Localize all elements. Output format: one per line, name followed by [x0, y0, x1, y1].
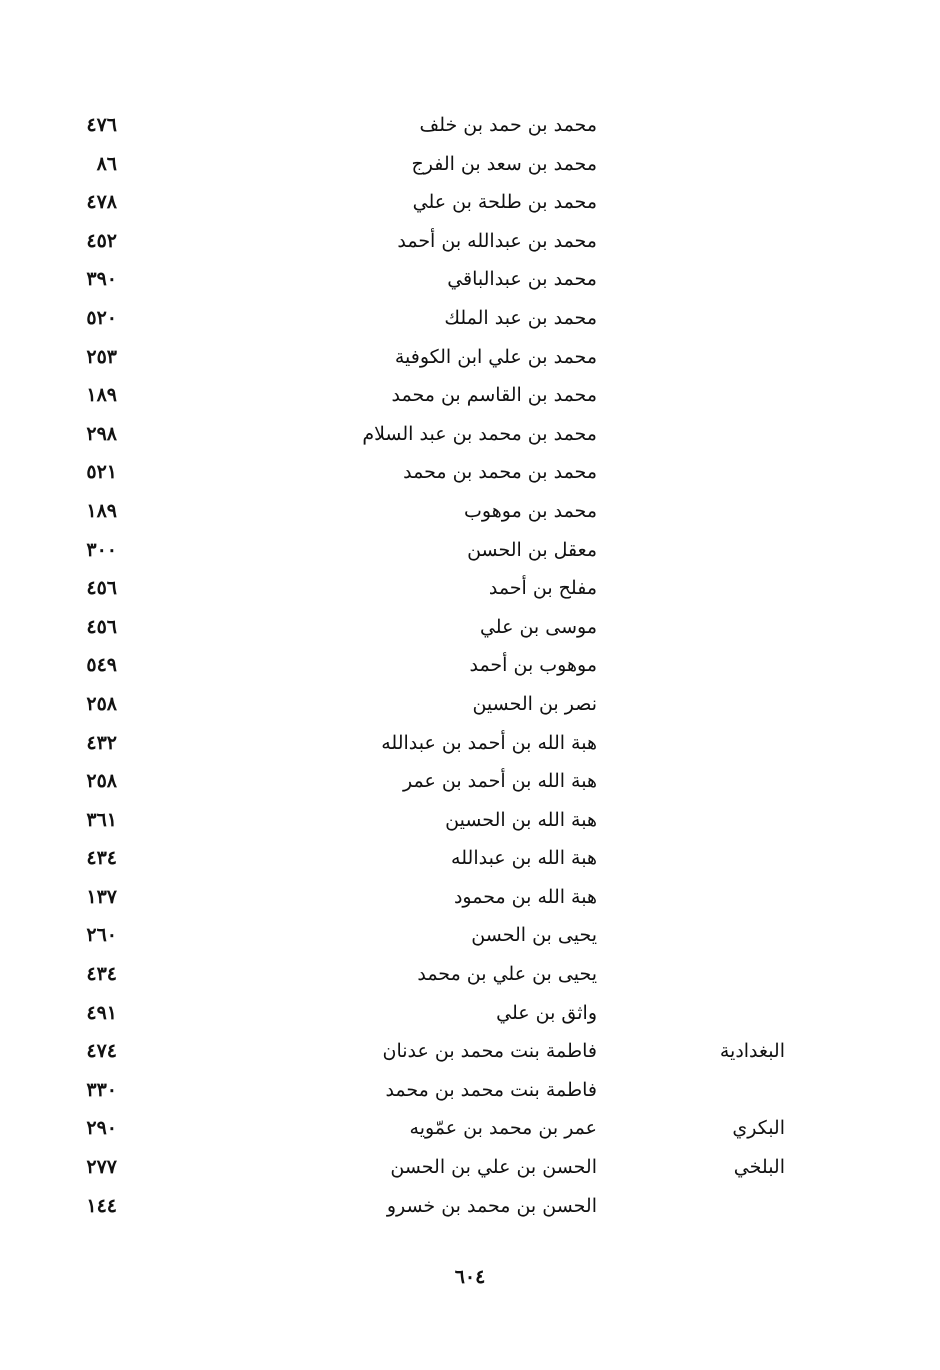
index-entry — [0, 224, 940, 263]
entry-name: الحسن بن علي بن الحسن — [390, 1156, 597, 1179]
entry-page-ref: ٢٥٨ — [86, 770, 117, 793]
index-entry — [0, 1073, 940, 1112]
index-entry — [0, 841, 940, 880]
entry-page-ref: ١٤٤ — [86, 1194, 117, 1217]
index-entry — [0, 610, 940, 649]
entry-page-ref: ٢٥٣ — [86, 345, 117, 368]
entry-name: هبة الله بن عبدالله — [451, 847, 597, 870]
entry-page-ref: ٢٩٠ — [86, 1117, 117, 1140]
entry-page-ref: ٤٧٦ — [86, 114, 117, 136]
entry-nisba: البكري — [732, 1117, 785, 1140]
entry-page-ref: ٥٤٩ — [86, 654, 117, 677]
index-entry — [0, 803, 940, 842]
entry-name: هبة الله بن محمود — [453, 885, 597, 908]
entry-page-ref: ٤٧٤ — [86, 1040, 117, 1063]
entry-name: موسى بن علي — [479, 615, 597, 638]
index-entry — [0, 378, 940, 417]
index-entry — [0, 185, 940, 224]
entry-page-ref: ٤٥٦ — [86, 577, 117, 600]
index-entry — [0, 957, 940, 996]
entry-page-ref: ١٣٧ — [86, 885, 117, 908]
index-entry — [0, 533, 940, 572]
entry-name: محمد بن عبد الملك — [444, 306, 597, 329]
index-entry — [0, 262, 940, 301]
index-entry — [0, 687, 940, 726]
index-list — [0, 108, 940, 1227]
entry-name: فاطمة بنت محمد بن محمد — [385, 1078, 597, 1101]
entry-name: هبة الله بن أحمد بن عمر — [403, 770, 597, 793]
entry-name: محمد بن محمد بن عبد السلام — [362, 422, 597, 445]
entry-name: مفلح بن أحمد — [488, 577, 597, 600]
index-entry — [0, 1034, 940, 1073]
entry-page-ref: ٣٩٠ — [86, 268, 117, 291]
entry-page-ref: ١٨٩ — [86, 499, 117, 522]
entry-name: محمد بن طلحة بن علي — [412, 191, 597, 214]
entry-name: محمد بن موهوب — [464, 499, 597, 522]
entry-page-ref: ٤٣٤ — [86, 963, 117, 986]
index-entry — [0, 726, 940, 765]
entry-name: محمد بن عبدالباقي — [447, 268, 597, 291]
index-entry — [0, 147, 940, 186]
entry-name: محمد بن علي ابن الكوفية — [394, 345, 597, 368]
entry-nisba: البلخي — [733, 1156, 785, 1179]
entry-page-ref: ١٨٩ — [86, 384, 117, 407]
entry-name: يحيى بن الحسن — [471, 924, 597, 947]
entry-page-ref: ٣٠٠ — [86, 538, 117, 561]
index-entry — [0, 1111, 940, 1150]
entry-page-ref: ٤٧٨ — [86, 191, 117, 214]
entry-name: فاطمة بنت محمد بن عدنان — [382, 1040, 597, 1063]
entry-name: عمر بن محمد بن عمّويه — [409, 1117, 597, 1140]
entry-page-ref: ٢٩٨ — [86, 422, 117, 445]
entry-name: موهوب بن أحمد — [469, 654, 597, 677]
index-entry — [0, 1189, 940, 1228]
entry-page-ref: ٤٩١ — [86, 1001, 117, 1024]
entry-name: الحسن بن محمد بن خسرو — [386, 1194, 597, 1217]
entry-name: معقل بن الحسن — [467, 538, 597, 561]
entry-name: نصر بن الحسين — [472, 692, 597, 715]
index-entry — [0, 417, 940, 456]
entry-name: هبة الله بن أحمد بن عبدالله — [381, 731, 597, 754]
entry-page-ref: ٨٦ — [96, 152, 117, 175]
entry-page-ref: ٣٣٠ — [86, 1078, 117, 1101]
entry-name: محمد بن القاسم بن محمد — [391, 384, 597, 407]
index-entry — [0, 108, 940, 147]
entry-page-ref: ٤٥٦ — [86, 615, 117, 638]
entry-name: محمد بن محمد بن محمد — [403, 461, 597, 484]
index-entry — [0, 996, 940, 1035]
entry-page-ref: ٤٥٢ — [86, 229, 117, 252]
entry-name: محمد بن عبدالله بن أحمد — [397, 229, 597, 252]
index-entry — [0, 918, 940, 957]
entry-name: محمد بن سعد بن الفرج — [411, 152, 597, 175]
index-entry — [0, 571, 940, 610]
entry-name: هبة الله بن الحسين — [445, 808, 597, 831]
index-entry — [0, 455, 940, 494]
index-entry — [0, 301, 940, 340]
entry-page-ref: ٥٢١ — [86, 461, 117, 484]
index-entry — [0, 494, 940, 533]
entry-name: يحيى بن علي بن محمد — [417, 963, 597, 986]
entry-page-ref: ٢٧٧ — [86, 1156, 117, 1179]
entry-page-ref: ٤٣٤ — [86, 847, 117, 870]
index-entry — [0, 880, 940, 919]
entry-page-ref: ٣٦١ — [86, 808, 117, 831]
entry-name: واثق بن علي — [496, 1001, 597, 1024]
index-entry — [0, 764, 940, 803]
page-number: ٦٠٤ — [454, 1266, 486, 1288]
entry-page-ref: ٢٦٠ — [86, 924, 117, 947]
entry-nisba: البغدادية — [719, 1040, 785, 1063]
entry-page-ref: ٢٥٨ — [86, 692, 117, 715]
index-entry — [0, 1150, 940, 1189]
index-entry — [0, 648, 940, 687]
entry-page-ref: ٥٢٠ — [86, 306, 117, 329]
index-entry — [0, 340, 940, 379]
entry-page-ref: ٤٣٢ — [86, 731, 117, 754]
entry-name: محمد بن حمد بن خلف — [419, 114, 597, 136]
